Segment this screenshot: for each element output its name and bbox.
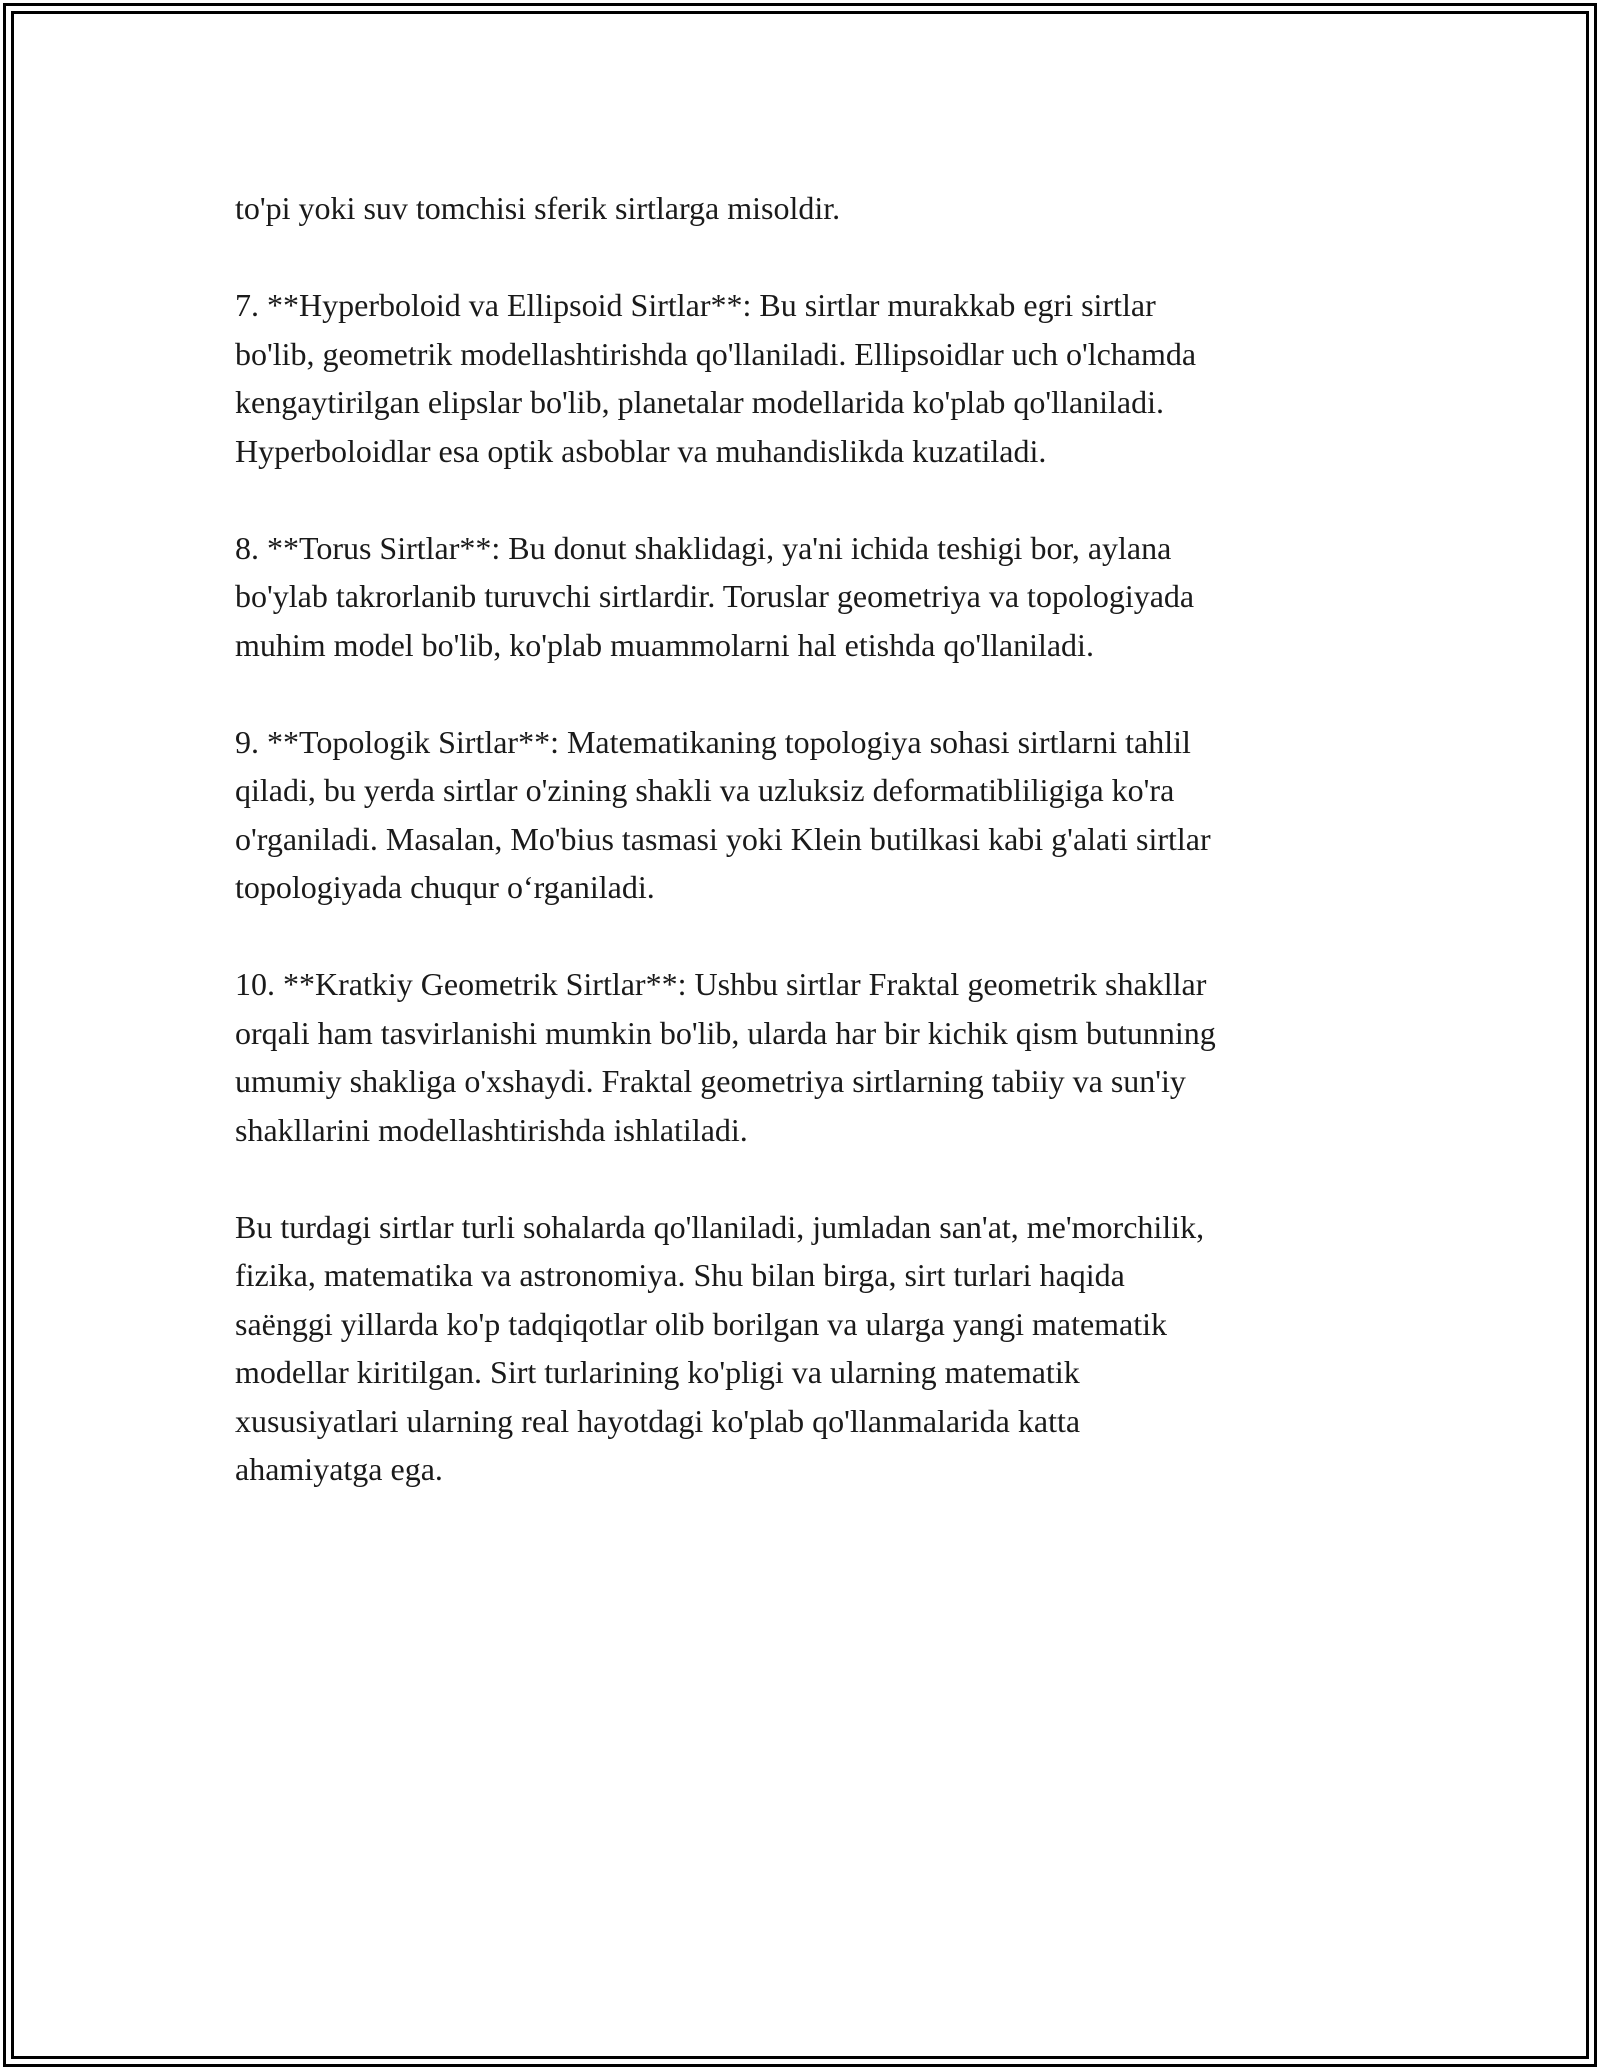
paragraph-item-7: 7. **Hyperboloid va Ellipsoid Sirtlar**: Bu sirtlar murakkab egri sirtlar bo'lib, geometrik modellashtirishda qo'llaniladi. Ellipsoidlar uch o'lchamda kengaytirilgan elipslar bo'lib, planetalar modellarida ko'plab qo'llaniladi. Hyperboloidlar esa optik asboblar va muhandislikda kuzatiladi. bbox=[235, 287, 1197, 469]
paragraph-continuation: to'pi yoki suv tomchisi sferik sirtlarga misoldir. bbox=[235, 190, 841, 226]
paragraph-item-10: 10. **Kratkiy Geometrik Sirtlar**: Ushbu sirtlar Fraktal geometrik shakllar orqali ham tasvirlanishi mumkin bo'lib, ularda har bir kichik qism butunning umumiy shakliga o'xshaydi. Fraktal geometriya sirtlarning tabiiy va sun'iy shakllarini modellashtirishda ishlatiladi. bbox=[235, 966, 1216, 1148]
paragraph-item-9: 9. **Topologik Sirtlar**: Matematikaning topologiya sohasi sirtlarni tahlil qiladi, bu yerda sirtlar o'zining shakli va uzluksiz deformatibliligiga ko'ra o'rganiladi. Masalan, Mo'bius tasmasi yoki Klein butilkasi kabi g'alati sirtlar topologiyada chuqur o‘rganiladi. bbox=[235, 723, 1211, 905]
paragraph-conclusion: Bu turdagi sirtlar turli sohalarda qo'llaniladi, jumladan san'at, me'morchilik, fizika, matematika va astronomiya. Shu bilan birga, sirt turlari haqida saënggi yillarda ko'p tadqiqotlar olib borilgan va ularga yangi matematik modellar kiritilgan. Sirt turlarining ko'pligi va ularning matematik xususiyatlari ularning real hayotdagi ko'plab qo'llanmalarida katta ahamiyatga ega. bbox=[235, 1208, 1205, 1487]
document-body bbox=[235, 184, 1375, 1542]
paragraph-item-8: 8. **Torus Sirtlar**: Bu donut shaklidagi, ya'ni ichida teshigi bor, aylana bo'ylab takrorlanib turuvchi sirtlardir. Toruslar geometriya va topologiyada muhim model bo'lib, ko'plab muammolarni hal etishda qo'llaniladi. bbox=[235, 529, 1195, 663]
